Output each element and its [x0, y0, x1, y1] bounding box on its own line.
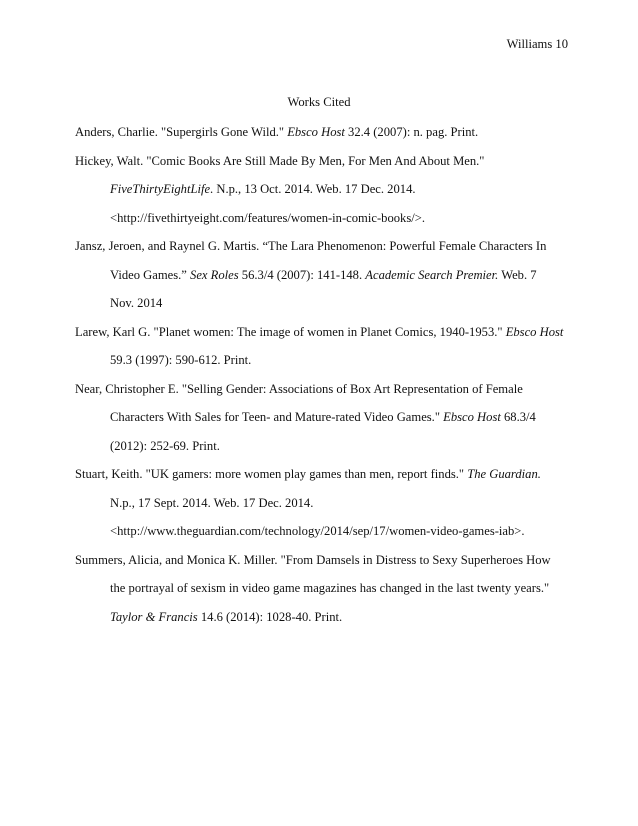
citation-continuation-line: [75, 346, 575, 375]
citation-first-line: [75, 460, 575, 489]
citation-first-line: [75, 118, 575, 147]
citation-first-line: [75, 147, 575, 176]
citation-continuation-line: [75, 574, 575, 603]
citation-continuation-line: [75, 432, 575, 461]
italic-title-text: The Guardian.: [467, 467, 541, 481]
italic-title-text: Taylor & Francis: [110, 609, 198, 624]
citation-first-line: [75, 375, 575, 404]
citation-continuation-line: [75, 489, 575, 518]
citation-text: Summers, Alicia, and Monica K. Miller. "From Damsels in Distress to Sexy Superheroes How: [75, 552, 551, 567]
citation-first-line: [75, 232, 575, 261]
citation-text: 14.6 (2014): 1028-40. Print.: [197, 609, 343, 624]
italic-title-text: Ebsco Host: [287, 125, 345, 139]
citation-entry: [75, 546, 575, 632]
citation-text: . N.p., 13 Oct. 2014. Web. 17 Dec. 2014.: [210, 182, 416, 196]
citation-text: Jansz, Jeroen, and Raynel G. Martis. “The Lara Phenomenon: Powerful Female Characters In: [75, 239, 547, 253]
works-cited-list: [75, 118, 575, 631]
citation-text: 68.3/4: [500, 410, 536, 424]
citation-text: Nov. 2014: [110, 296, 163, 310]
running-head: Williams 10: [506, 37, 568, 51]
italic-title-text: Ebsco Host: [443, 410, 501, 424]
citation-entry: [75, 232, 575, 318]
italic-title-text: Ebsco Host: [505, 324, 564, 339]
citation-text: Web. 7: [498, 267, 537, 282]
page-title: Works Cited: [287, 95, 351, 109]
citation-text: Near, Christopher E. "Selling Gender: Associations of Box Art Representation of Female: [75, 381, 523, 396]
citation-continuation-line: [75, 261, 575, 290]
citation-continuation-line: [75, 603, 575, 632]
citation-text: 56.3/4 (2007): 141-148.: [238, 267, 366, 282]
citation-text: Larew, Karl G. "Planet women: The image of women in Planet Comics, 1940-1953.": [75, 324, 506, 339]
citation-entry: [75, 318, 575, 375]
citation-text: Video Games.”: [110, 267, 191, 282]
citation-text: N.p., 17 Sept. 2014. Web. 17 Dec. 2014.: [110, 495, 314, 510]
citation-text: the portrayal of sexism in video game magazines has changed in the last twenty years.": [110, 581, 550, 595]
citation-text: Anders, Charlie. "Supergirls Gone Wild.": [75, 125, 288, 139]
citation-text: Stuart, Keith. "UK gamers: more women play games than men, report finds.": [75, 467, 468, 481]
citation-text: <http://www.theguardian.com/technology/2014/sep/17/women-video-games-iab>.: [110, 524, 525, 538]
citation-text: 32.4 (2007): n. pag. Print.: [344, 125, 479, 139]
italic-title-text: FiveThirtyEightLife: [110, 182, 211, 196]
citation-text: (2012): 252-69. Print.: [110, 438, 220, 453]
citation-entry: [75, 460, 575, 546]
citation-continuation-line: [75, 204, 575, 233]
citation-text: <http://fivethirtyeight.com/features/women-in-comic-books/>.: [110, 210, 425, 225]
citation-entry: [75, 375, 575, 461]
citation-continuation-line: [75, 517, 575, 546]
italic-title-text: Academic Search Premier.: [365, 267, 499, 282]
citation-text: Hickey, Walt. "Comic Books Are Still Made By Men, For Men And About Men.": [75, 153, 485, 168]
citation-continuation-line: [75, 403, 575, 432]
citation-entry: [75, 118, 575, 147]
citation-text: 59.3 (1997): 590-612. Print.: [110, 353, 252, 367]
citation-first-line: [75, 546, 575, 575]
citation-first-line: [75, 318, 575, 347]
citation-continuation-line: [75, 175, 575, 204]
citation-entry: [75, 147, 575, 233]
citation-continuation-line: [75, 289, 575, 318]
italic-title-text: Sex Roles: [190, 267, 239, 282]
citation-text: Characters With Sales for Teen- and Mature-rated Video Games.": [110, 410, 444, 424]
